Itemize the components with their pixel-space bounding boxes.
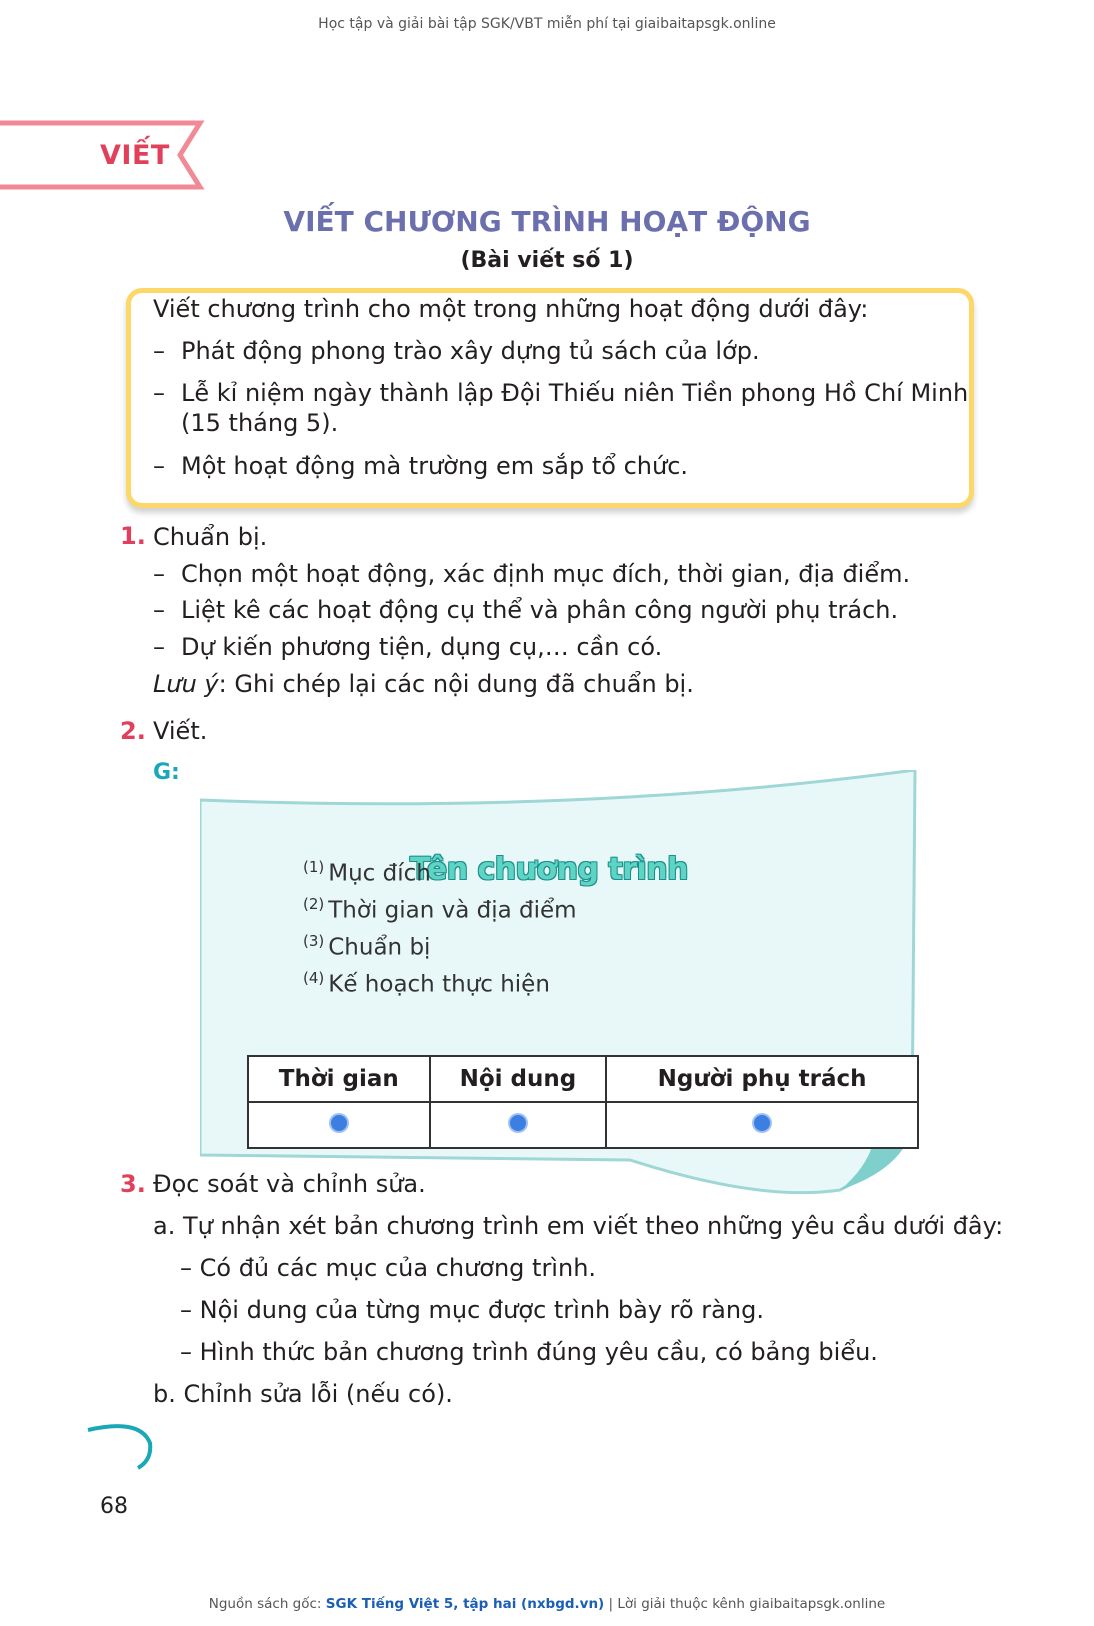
- step1-note: [153, 668, 694, 700]
- section-text: Chuẩn bị: [328, 934, 431, 961]
- flower-icon: [754, 1115, 770, 1131]
- step3-part-b: b. Chỉnh sửa lỗi (nếu có).: [153, 1380, 453, 1408]
- task-item: Phát động phong trào xây dựng tủ sách của lớp.: [181, 337, 760, 365]
- plan-table: [247, 1055, 919, 1149]
- table-cell: [248, 1102, 430, 1148]
- section-number: (3): [303, 932, 325, 950]
- task-intro: Viết chương trình cho một trong những hoạt động dưới đây:: [153, 295, 869, 323]
- step-number: 3.: [120, 1170, 146, 1198]
- dash-marker: –: [153, 596, 165, 624]
- table-header-row: [248, 1056, 918, 1102]
- column-header: Người phụ trách: [606, 1056, 918, 1102]
- task-item-continued: (15 tháng 5).: [181, 409, 339, 437]
- program-section: [303, 858, 431, 887]
- table-row: [248, 1102, 918, 1148]
- step1-item: Liệt kê các hoạt động cụ thể và phân công người phụ trách.: [181, 596, 899, 624]
- footer-source: SGK Tiếng Việt 5, tập hai (nxbgd.vn): [325, 1596, 605, 1612]
- section-text: Kế hoạch thực hiện: [328, 971, 550, 998]
- page-title: VIẾT CHƯƠNG TRÌNH HOẠT ĐỘNG: [283, 205, 811, 238]
- program-section: [303, 895, 577, 924]
- section-number: (1): [303, 858, 325, 876]
- step1-item: Chọn một hoạt động, xác định mục đích, thời gian, địa điểm.: [181, 560, 911, 588]
- step3-criterion: – Có đủ các mục của chương trình.: [180, 1254, 597, 1282]
- step1-item: Dự kiến phương tiện, dụng cụ,… cần có.: [181, 633, 663, 661]
- page-number: 68: [100, 1494, 128, 1519]
- step-label: Chuẩn bị.: [153, 523, 268, 551]
- dash-marker: –: [153, 560, 165, 588]
- note-label: Lưu ý: [153, 670, 219, 698]
- program-title: Tên chương trình: [410, 852, 689, 887]
- task-item: Lễ kỉ niệm ngày thành lập Đội Thiếu niên Tiền phong Hồ Chí Minh: [181, 379, 969, 407]
- note-text: : Ghi chép lại các nội dung đã chuẩn bị.: [218, 670, 694, 698]
- footer-note: [0, 1596, 1094, 1612]
- section-tag: [0, 120, 220, 192]
- flower-icon: [331, 1115, 347, 1131]
- section-number: (2): [303, 895, 325, 913]
- task-item: Một hoạt động mà trường em sắp tổ chức.: [181, 452, 689, 480]
- step-number: 1.: [120, 522, 146, 550]
- step3-part-a: a. Tự nhận xét bản chương trình em viết theo những yêu cầu dưới đây:: [153, 1212, 1004, 1240]
- step-label: Đọc soát và chỉnh sửa.: [153, 1170, 426, 1198]
- column-header: Thời gian: [248, 1056, 430, 1102]
- program-section: [303, 969, 550, 998]
- column-header: Nội dung: [430, 1056, 607, 1102]
- table-cell: [430, 1102, 607, 1148]
- dash-marker: –: [153, 452, 165, 480]
- dash-marker: –: [153, 633, 165, 661]
- step3-criterion: – Nội dung của từng mục được trình bày rõ ràng.: [180, 1296, 764, 1324]
- program-section: [303, 932, 430, 961]
- dash-marker: –: [153, 379, 165, 407]
- table-cell: [606, 1102, 918, 1148]
- step3-criterion: – Hình thức bản chương trình đúng yêu cầu, có bảng biểu.: [180, 1338, 878, 1366]
- step-label: Viết.: [153, 717, 208, 745]
- footer-suffix: | Lời giải thuộc kênh giaibaitapsgk.online: [604, 1596, 886, 1612]
- flower-icon: [510, 1115, 526, 1131]
- task-box: [126, 288, 974, 508]
- page-subtitle: (Bài viết số 1): [460, 248, 634, 273]
- step-number: 2.: [120, 717, 146, 745]
- dash-marker: –: [153, 337, 165, 365]
- section-text: Thời gian và địa điểm: [328, 897, 577, 924]
- section-number: (4): [303, 969, 325, 987]
- page-number-swoosh: [80, 1418, 160, 1478]
- header-note: Học tập và giải bài tập SGK/VBT miễn phí tại giaibaitapsgk.online: [318, 16, 776, 32]
- section-tag-label: VIẾT: [100, 140, 170, 171]
- footer-prefix: Nguồn sách gốc:: [208, 1596, 326, 1612]
- hint-label: G:: [153, 760, 180, 785]
- section-text: Mục đích: [328, 860, 431, 887]
